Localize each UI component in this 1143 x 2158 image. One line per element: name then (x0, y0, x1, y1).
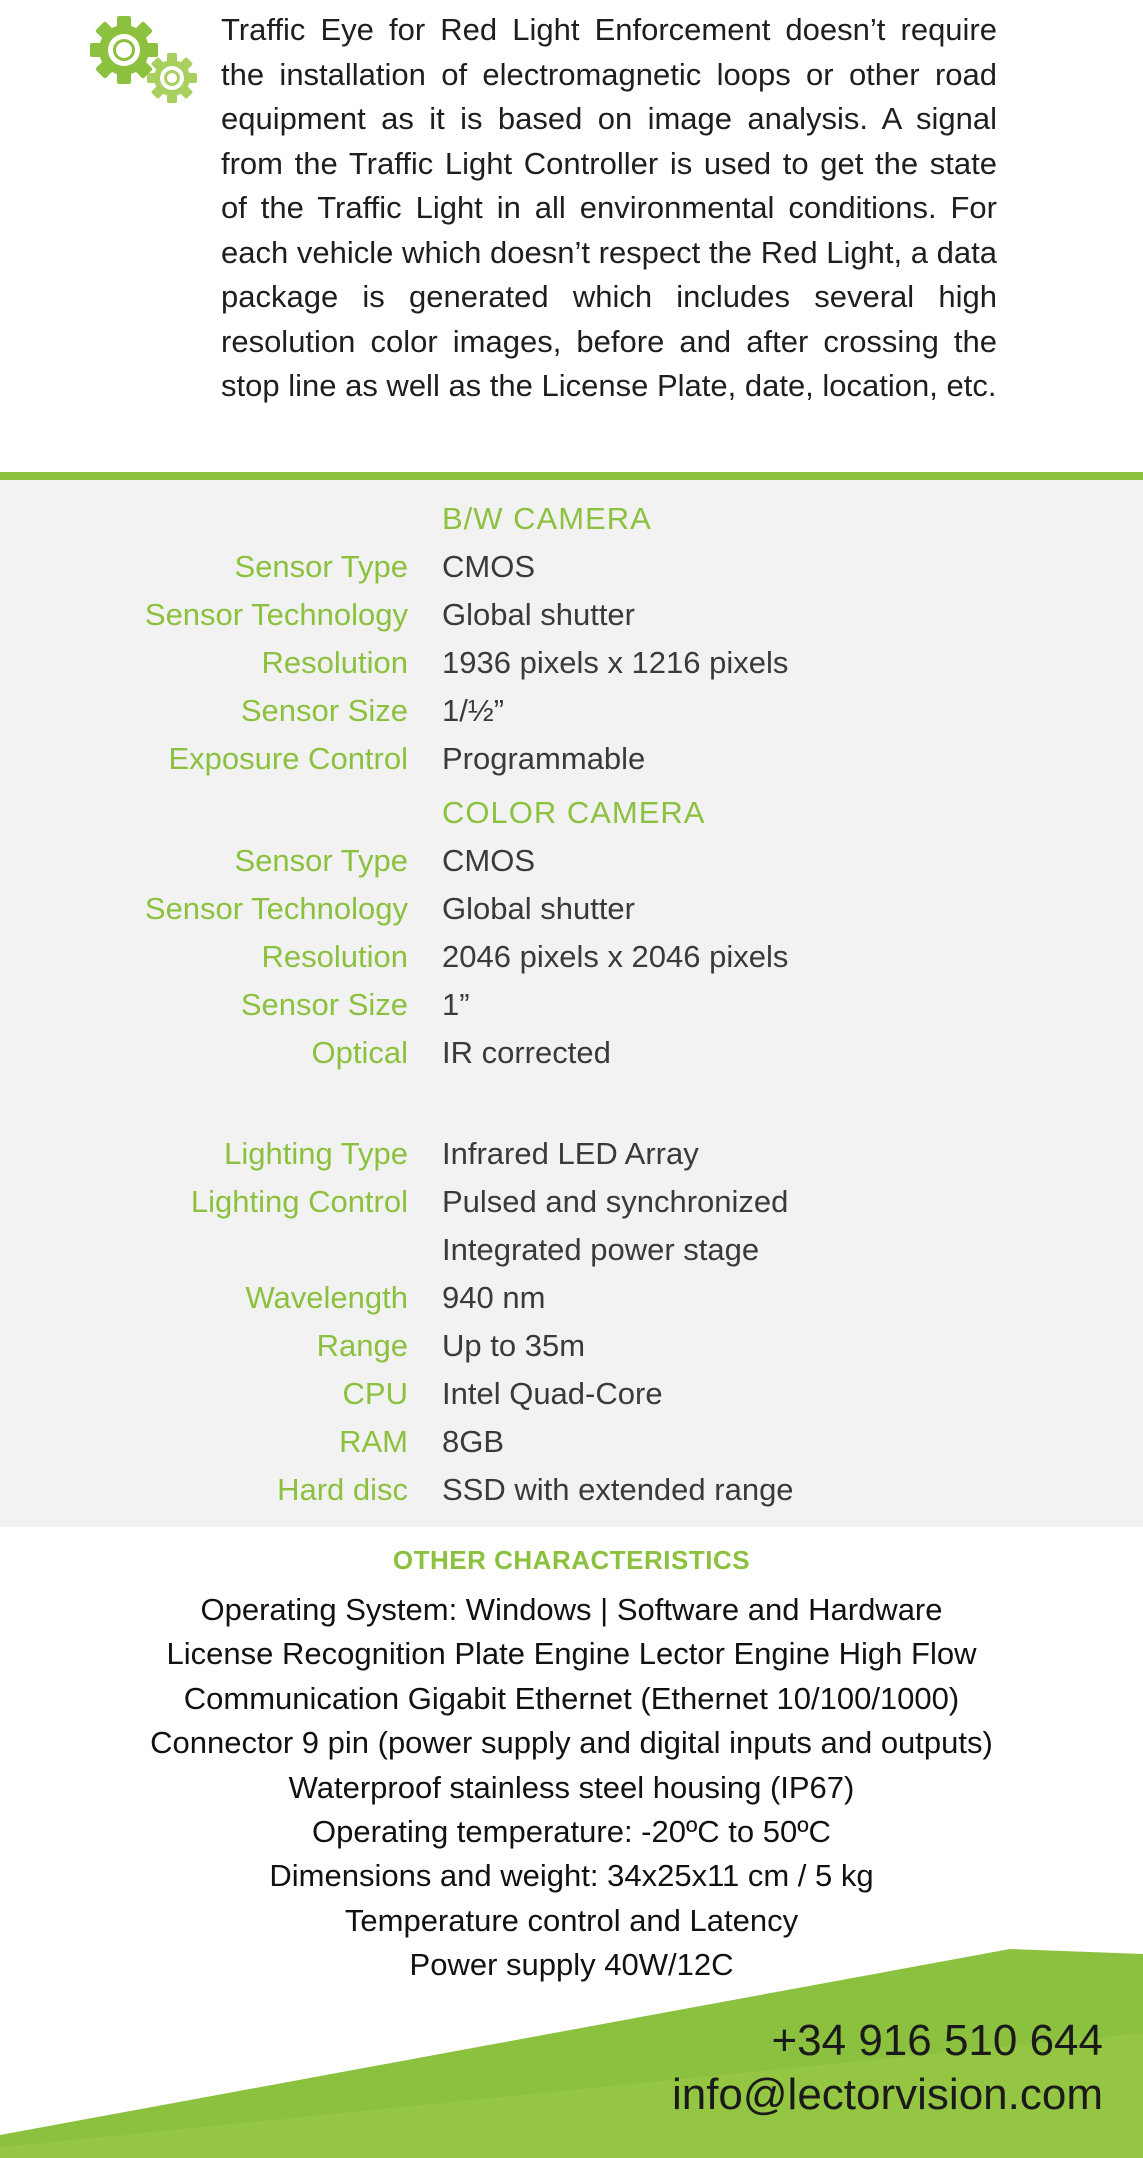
spec-row (0, 1226, 1143, 1274)
spec-label: Exposure Control (168, 741, 408, 776)
spec-value: Infrared LED Array (442, 1136, 699, 1171)
spec-value: CMOS (442, 843, 535, 878)
spec-row (0, 981, 1143, 1029)
spec-label: Sensor Technology (144, 891, 408, 926)
spec-row (0, 885, 1143, 933)
spec-label: Sensor Type (234, 549, 408, 584)
characteristic-line: Dimensions and weight: 34x25x11 cm / 5 kg (269, 1858, 874, 1893)
spec-value: Pulsed and synchronized (442, 1184, 789, 1219)
spec-label: Sensor Type (234, 843, 408, 878)
characteristic-line: Waterproof stainless steel housing (IP67) (288, 1770, 855, 1805)
spec-value: Up to 35m (442, 1328, 586, 1363)
color-camera-heading: COLOR CAMERA (442, 795, 706, 830)
spec-value: 1/½” (442, 693, 505, 728)
spec-row (0, 687, 1143, 735)
spec-value: 8GB (442, 1424, 505, 1459)
spec-value: Integrated power stage (442, 1232, 760, 1267)
spec-value: Global shutter (442, 891, 635, 926)
spec-label: Sensor Size (240, 693, 408, 728)
characteristic-line: Communication Gigabit Ethernet (Ethernet 10/100/1000) (183, 1681, 960, 1716)
spec-label: Sensor Technology (144, 597, 408, 632)
characteristic-line: Power supply 40W/12C (409, 1947, 734, 1982)
spec-value: IR corrected (442, 1035, 611, 1070)
spec-label: Resolution (261, 645, 408, 680)
spec-table (0, 480, 1143, 1527)
spec-value: 1” (442, 987, 470, 1022)
email-address[interactable]: info@lectorvision.com (671, 2070, 1103, 2119)
spec-row (0, 591, 1143, 639)
spec-label: Resolution (261, 939, 408, 974)
spec-value: 2046 pixels x 2046 pixels (442, 939, 789, 974)
spec-label: Lighting Control (190, 1184, 408, 1219)
spec-label: Hard disc (277, 1472, 408, 1507)
other-characteristics-heading: OTHER CHARACTERISTICS (392, 1545, 751, 1575)
spec-label: Wavelength (245, 1280, 408, 1315)
spec-label: Optical (311, 1035, 408, 1070)
spec-value: 1936 pixels x 1216 pixels (442, 645, 789, 680)
spec-row (0, 1370, 1143, 1418)
characteristic-line: Connector 9 pin (power supply and digital inputs and outputs) (150, 1725, 993, 1760)
spec-value: 940 nm (442, 1280, 546, 1315)
spec-row (0, 639, 1143, 687)
characteristic-line: License Recognition Plate Engine Lector Engine High Flow (166, 1636, 977, 1671)
spec-label: Lighting Type (224, 1136, 408, 1171)
characteristic-line: Operating temperature: -20ºC to 50ºC (312, 1814, 831, 1849)
spec-label: Range (316, 1328, 408, 1363)
spec-label: RAM (339, 1424, 408, 1459)
spec-value: CMOS (442, 549, 535, 584)
spec-row (0, 1418, 1143, 1466)
spec-row (0, 543, 1143, 591)
spec-value: Intel Quad-Core (442, 1376, 663, 1411)
spec-row (0, 1130, 1143, 1178)
phone-number[interactable]: +34 916 510 644 (771, 2016, 1103, 2065)
gears-icon (88, 12, 200, 108)
spec-label: Sensor Size (240, 987, 408, 1022)
spec-row (0, 1466, 1143, 1514)
spec-row (0, 1029, 1143, 1077)
characteristic-line: Temperature control and Latency (344, 1903, 799, 1938)
contact-footer (0, 1940, 1143, 2158)
spec-value: Programmable (442, 741, 646, 776)
spec-row (0, 1178, 1143, 1226)
bw-camera-heading: B/W CAMERA (442, 501, 652, 536)
spec-row (0, 1322, 1143, 1370)
section-divider (0, 472, 1143, 480)
intro-section (0, 0, 1143, 468)
spec-label: CPU (342, 1376, 408, 1411)
spec-row (0, 837, 1143, 885)
spec-row (0, 933, 1143, 981)
spec-value: Global shutter (442, 597, 635, 632)
intro-paragraph: Traffic Eye for Red Light Enforcement doesn’t require the installation of electromagnetic loops or other road equipment as it is based on image analysis. A signal from the Traffic Light Controller is used to get the state of the Traffic Light in all environmental conditions. For each vehicle which doesn’t respect the Red Light, a data package is generated which includes several high resolution color images, before and after crossing the stop line as well as the License Plate, date, location, etc. (221, 12, 997, 403)
spec-row (0, 735, 1143, 783)
characteristic-line: Operating System: Windows | Software and Hardware (200, 1592, 943, 1627)
spec-row (0, 1274, 1143, 1322)
spec-value: SSD with extended range (442, 1472, 794, 1507)
